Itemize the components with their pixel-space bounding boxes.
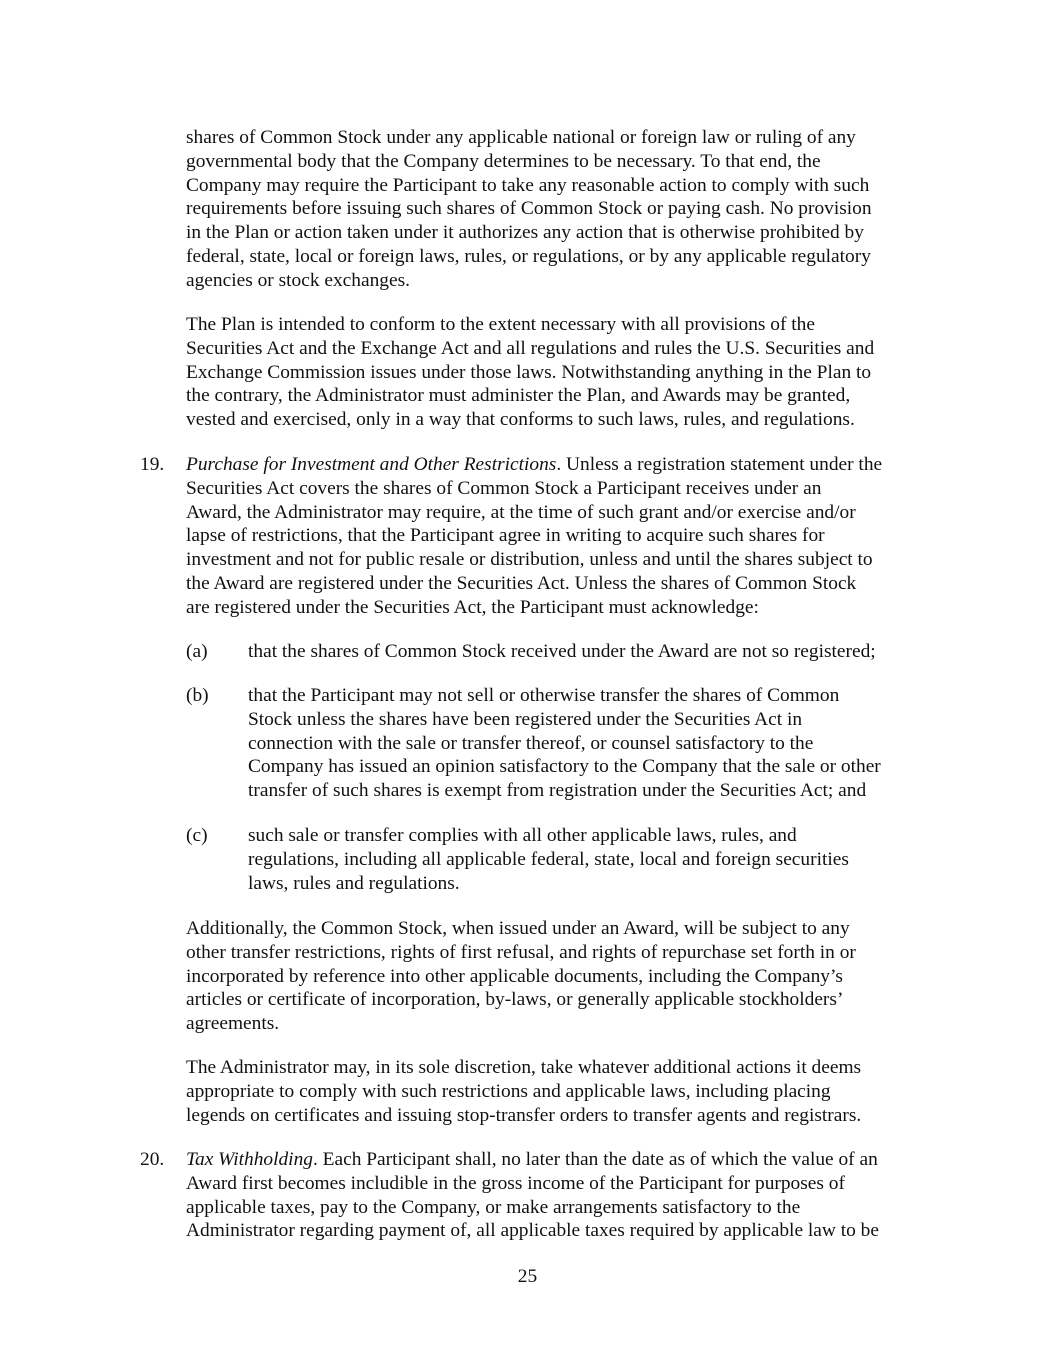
item-c-label: (c) <box>186 825 208 846</box>
text-line: incorporated by reference into other applicable documents, including the Company’s <box>186 965 843 987</box>
item-b-text <box>248 684 938 803</box>
item-a-text <box>248 640 938 664</box>
section-20-first-line <box>186 1148 931 1172</box>
text-line: vested and exercised, only in a way that conforms to such laws, rules, and regulations. <box>186 409 855 431</box>
text-line: The Administrator may, in its sole discretion, take whatever additional actions it deems <box>186 1057 862 1078</box>
text-line: the contrary, the Administrator must administer the Plan, and Awards may be granted, <box>186 385 851 407</box>
item-a-label: (a) <box>186 641 208 662</box>
page-number: 25 <box>517 1266 538 1287</box>
text-line: the Award are registered under the Securities Act. Unless the shares of Common Stock <box>186 572 857 594</box>
text-line: governmental body that the Company determines to be necessary. To that end, the <box>186 150 821 172</box>
text-line: agreements. <box>186 1013 280 1035</box>
intro-paragraph-2 <box>186 313 931 432</box>
item-b-label: (b) <box>186 685 209 706</box>
section-20-number: 20. <box>140 1149 165 1170</box>
additional-restrictions-paragraph <box>186 917 931 1036</box>
text-line: The Plan is intended to conform to the extent necessary with all provisions of the <box>186 314 815 335</box>
text-line: Stock unless the shares have been registered under the Securities Act in <box>248 708 803 730</box>
text-line: appropriate to comply with such restrictions and applicable laws, including placing <box>186 1080 831 1102</box>
section-19-number: 19. <box>140 454 165 475</box>
text-line: applicable taxes, pay to the Company, or make arrangements satisfactory to the <box>186 1196 801 1218</box>
text-line: laws, rules and regulations. <box>248 872 460 894</box>
text-line: other transfer restrictions, rights of first refusal, and rights of repurchase set forth in or <box>186 941 856 963</box>
text-line: Award, the Administrator may require, at the time of such grant and/or exercise and/or <box>186 501 856 523</box>
text-line: in the Plan or action taken under it authorizes any action that is otherwise prohibited by <box>186 222 864 244</box>
section-19-body <box>186 453 931 620</box>
text-line: Securities Act covers the shares of Common Stock a Participant receives under an <box>186 477 822 499</box>
text-line: that the shares of Common Stock received under the Award are not so registered; <box>248 641 876 662</box>
section-19-first-line-rest: . Unless a registration statement under the <box>556 454 883 475</box>
text-line: articles or certificate of incorporation, by-laws, or generally applicable stockholders’ <box>186 989 844 1011</box>
administrator-actions-paragraph <box>186 1056 931 1127</box>
text-line: Administrator regarding payment of, all applicable taxes required by applicable law to be <box>186 1220 879 1242</box>
text-line: that the Participant may not sell or otherwise transfer the shares of Common <box>248 685 840 706</box>
text-line: are registered under the Securities Act, the Participant must acknowledge: <box>186 596 759 618</box>
text-line: such sale or transfer complies with all other applicable laws, rules, and <box>248 825 797 846</box>
text-line: requirements before issuing such shares of Common Stock or paying cash. No provision <box>186 198 872 220</box>
text-line: transfer of such shares is exempt from registration under the Securities Act; and <box>248 780 867 802</box>
text-line: legends on certificates and issuing stop-transfer orders to transfer agents and registrars. <box>186 1104 862 1126</box>
text-line: shares of Common Stock under any applicable national or foreign law or ruling of any <box>186 127 856 148</box>
section-19-heading: Purchase for Investment and Other Restrictions <box>186 454 557 475</box>
text-line: investment and not for public resale or distribution, unless and until the shares subject to <box>186 549 873 571</box>
intro-paragraph-1 <box>186 126 931 293</box>
text-line: federal, state, local or foreign laws, rules, or regulations, or by any applicable regulatory <box>186 245 871 267</box>
text-line: Award first becomes includible in the gross income of the Participant for purposes of <box>186 1172 845 1194</box>
item-c-text <box>248 824 938 895</box>
text-line: regulations, including all applicable federal, state, local and foreign securities <box>248 848 849 870</box>
section-20-first-line-rest: . Each Participant shall, no later than the date as of which the value of an <box>312 1149 878 1170</box>
text-line: agencies or stock exchanges. <box>186 269 410 291</box>
section-20-heading: Tax Withholding <box>186 1149 313 1170</box>
text-line: lapse of restrictions, that the Participant agree in writing to acquire such shares for <box>186 525 825 547</box>
section-20-body <box>186 1148 931 1243</box>
text-line: Additionally, the Common Stock, when issued under an Award, will be subject to any <box>186 918 850 939</box>
text-line: Company has issued an opinion satisfactory to the Company that the sale or other <box>248 756 881 778</box>
text-line: Company may require the Participant to take any reasonable action to comply with such <box>186 174 870 196</box>
text-line: Securities Act and the Exchange Act and all regulations and rules the U.S. Securities and <box>186 337 875 359</box>
text-line: Exchange Commission issues under those laws. Notwithstanding anything in the Plan to <box>186 361 872 383</box>
text-line: connection with the sale or transfer thereof, or counsel satisfactory to the <box>248 732 814 754</box>
section-19-first-line <box>186 453 931 477</box>
